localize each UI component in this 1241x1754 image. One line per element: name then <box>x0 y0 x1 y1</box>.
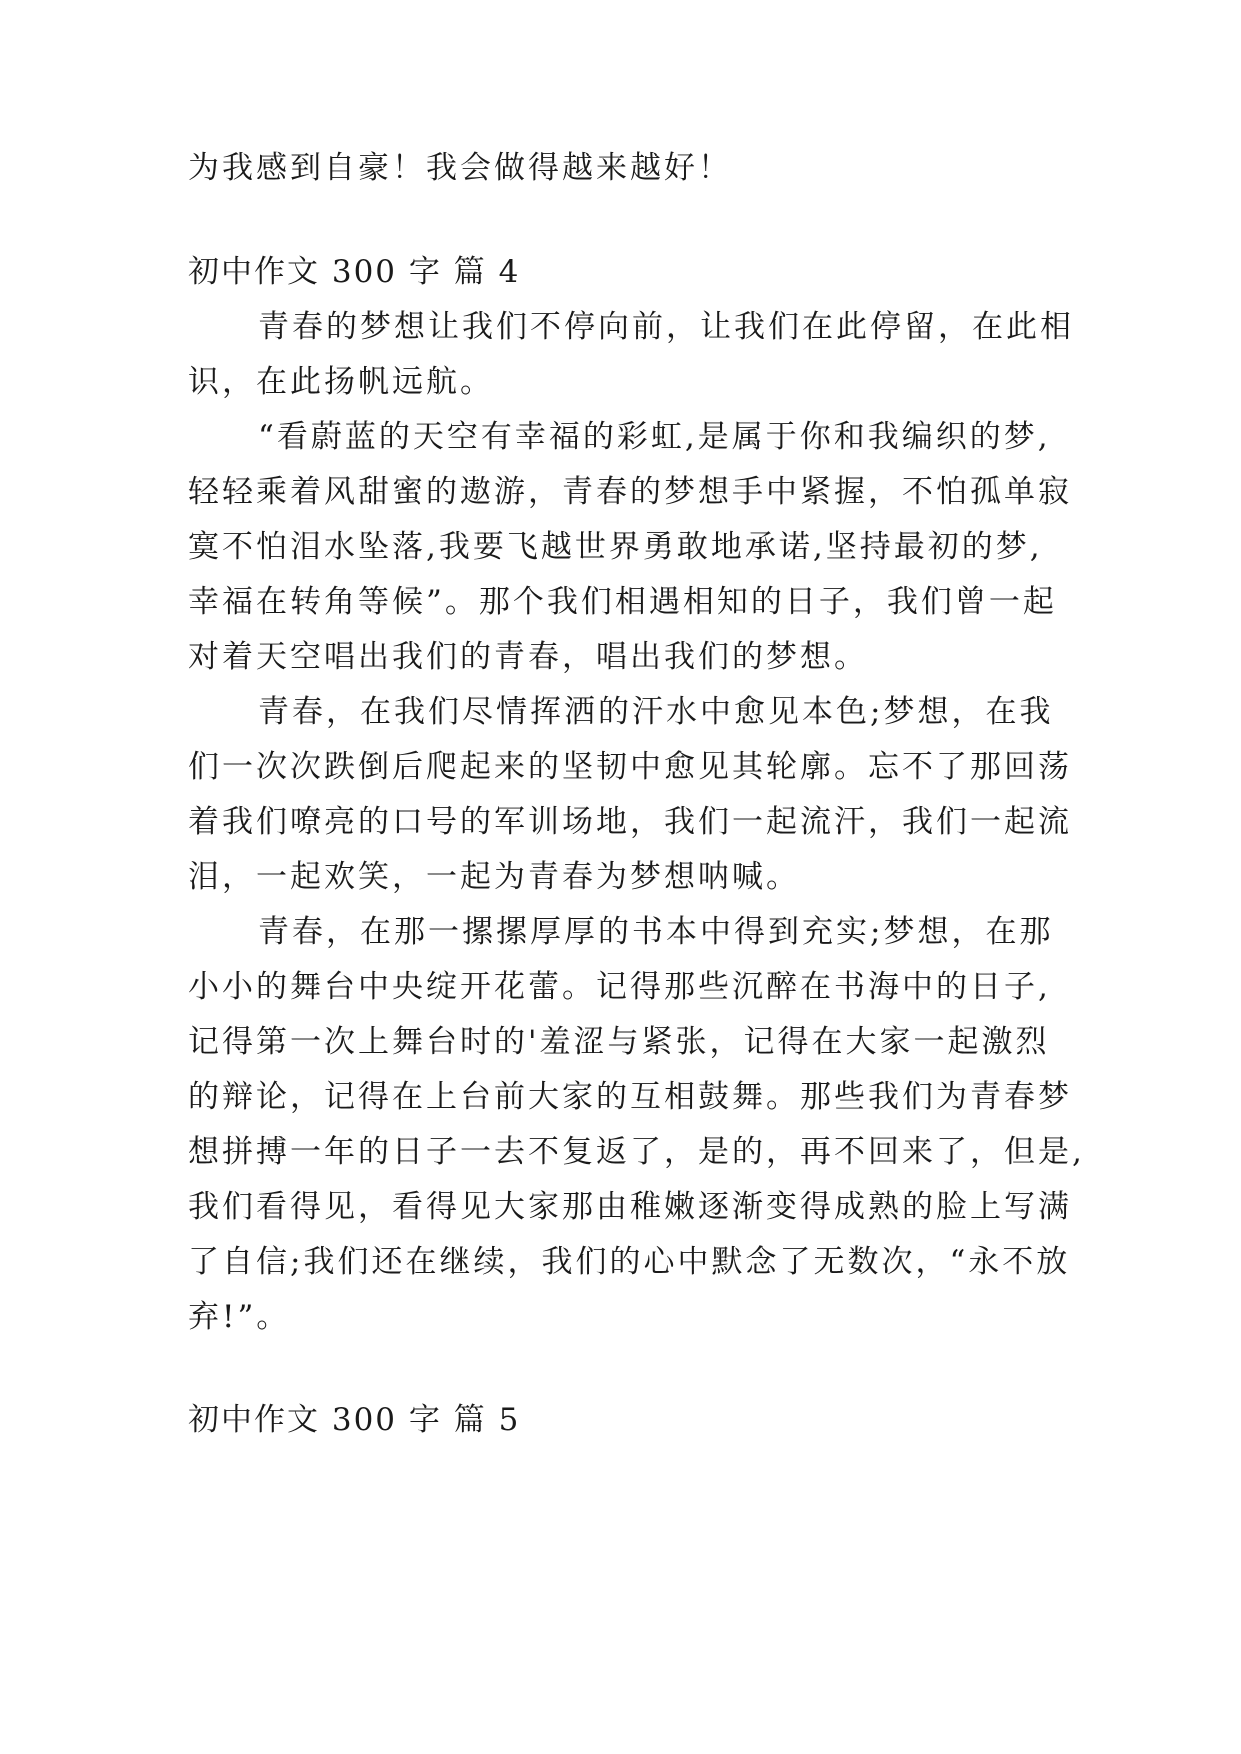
paragraph-line: 青春，在我们尽情挥洒的汗水中愈见本色;梦想，在我 <box>258 694 1054 730</box>
paragraph-line: 们一次次跌倒后爬起来的坚韧中愈见其轮廓。忘不了那回荡 <box>188 749 1072 785</box>
paragraph-line: 想拼搏一年的日子一去不复返了，是的，再不回来了，但是, <box>188 1134 1085 1170</box>
paragraph-line: 幸福在转角等候”。那个我们相遇相知的日子，我们曾一起 <box>188 584 1057 620</box>
paragraph-line: 对着天空唱出我们的青春，唱出我们的梦想。 <box>188 639 868 675</box>
paragraph-line: 小小的舞台中央绽开花蕾。记得那些沉醉在书海中的日子, <box>188 969 1051 1005</box>
paragraph-line: 记得第一次上舞台时的'羞涩与紧张，记得在大家一起激烈 <box>188 1024 1050 1060</box>
paragraph-line: 弃!”。 <box>188 1299 291 1335</box>
paragraph-line: 着我们嘹亮的口号的军训场地，我们一起流汗，我们一起流 <box>188 804 1072 840</box>
paragraph-line: 寞不怕泪水坠落,我要飞越世界勇敢地承诺,坚持最初的梦, <box>188 529 1043 565</box>
paragraph-line: 青春，在那一摞摞厚厚的书本中得到充实;梦想，在那 <box>258 914 1054 950</box>
paragraph-line: 泪，一起欢笑，一起为青春为梦想呐喊。 <box>188 859 800 895</box>
paragraph-line: 了自信;我们还在继续，我们的心中默念了无数次，“永不放 <box>188 1244 1071 1280</box>
paragraph-line: 我们看得见，看得见大家那由稚嫩逐渐变得成熟的脸上写满 <box>188 1189 1072 1225</box>
paragraph-line: 的辩论，记得在上台前大家的互相鼓舞。那些我们为青春梦 <box>188 1079 1072 1115</box>
paragraph-line: 为我感到自豪！我会做得越来越好！ <box>188 150 732 186</box>
section-heading: 初中作文 300 字 篇 4 <box>188 254 521 290</box>
section-heading: 初中作文 300 字 篇 5 <box>188 1402 521 1438</box>
paragraph-line: 青春的梦想让我们不停向前，让我们在此停留，在此相 <box>258 309 1074 345</box>
paragraph-line: “看蔚蓝的天空有幸福的彩虹,是属于你和我编织的梦, <box>258 419 1051 455</box>
paragraph-line: 轻轻乘着风甜蜜的遨游，青春的梦想手中紧握，不怕孤单寂 <box>188 474 1072 510</box>
paragraph-line: 识，在此扬帆远航。 <box>188 364 494 400</box>
